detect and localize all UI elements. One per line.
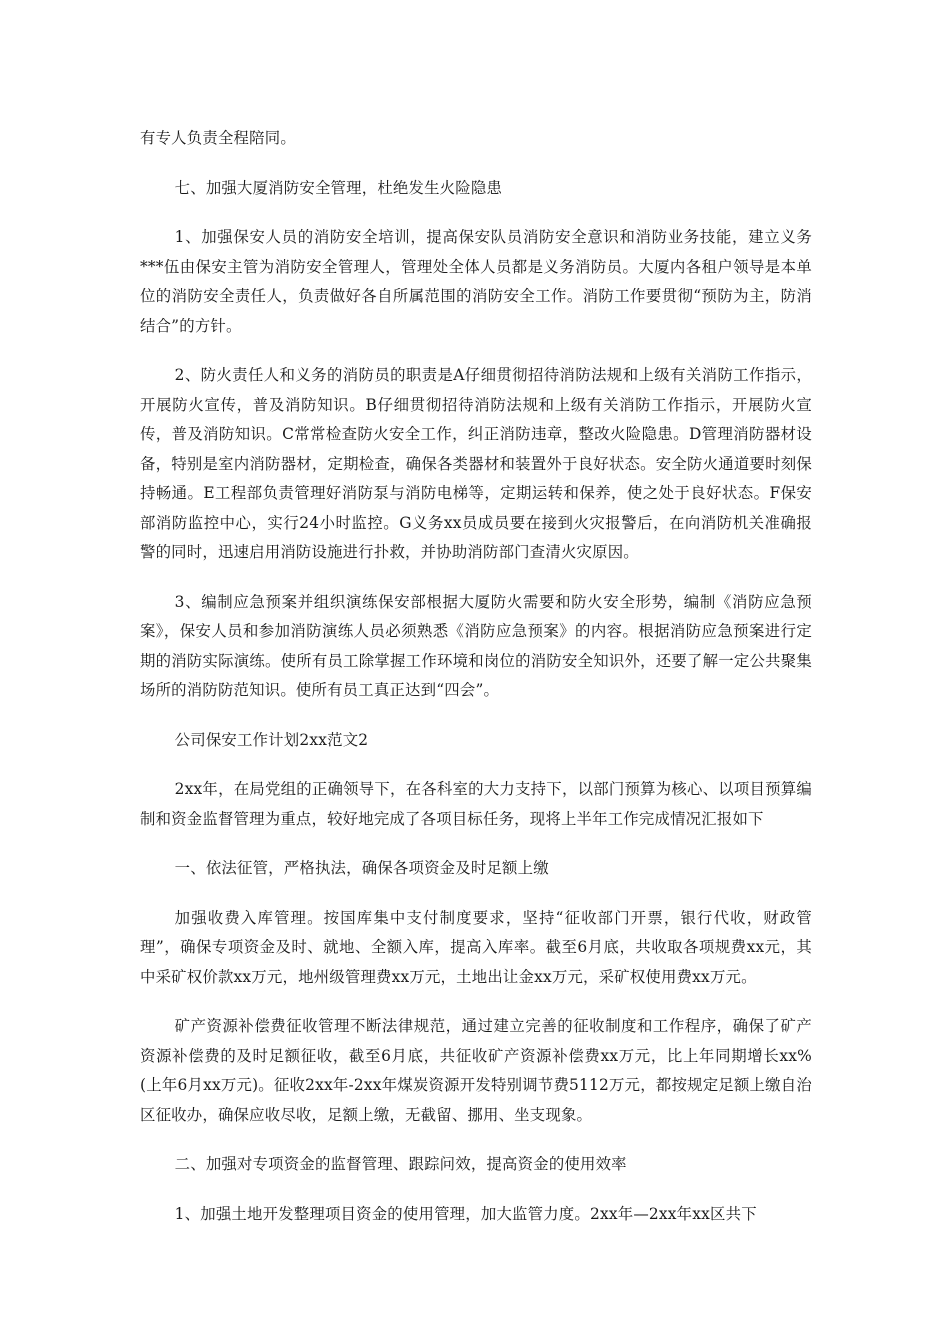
paragraph-fee-management: 加强收费入库管理。按国库集中支付制度要求，坚持“征收部门开票，银行代收，财政管理”，确保专项资金及时、就地、全额入库，提高入库率。截至6月底，共收取各项规费xx元，其中采矿权价款xx万元，地州级管理费xx万元，土地出让金xx万元，采矿权使用费xx万元。 [140, 908, 812, 986]
document-subtitle: 公司保安工作计划2xx范文2 [174, 730, 369, 749]
paragraph-emergency-plan: 3、编制应急预案并组织演练保安部根据大厦防火需要和防火安全形势，编制《消防应急预案》，保安人员和参加消防演练人员必须熟悉《消防应急预案》的内容。根据消防应急预案进行定期的消防实际演练。使所有员工除掌握工作环境和岗位的消防安全知识外，还要了解一定公共聚集场所的消防防范知识。使所有员工真正达到“四会”。 [140, 592, 812, 699]
paragraph-mineral-compensation: 矿产资源补偿费征收管理不断法律规范，通过建立完善的征收制度和工作程序，确保了矿产资源补偿费的及时足额征收，截至6月底，共征收矿产资源补偿费xx万元，比上年同期增长xx%(上年6月xx万元)。征收2xx年-2xx年煤炭资源开发特别调节费5112万元，都按规定足额上缴自治区征收办，确保应收尽收，足额上缴，无截留、挪用、坐支现象。 [140, 1017, 812, 1124]
section-heading-supervision: 二、加强对专项资金的监督管理、跟踪问效，提高资金的使用效率 [174, 1155, 627, 1173]
section-heading-collection: 一、依法征管，严格执法，确保各项资金及时足额上缴 [174, 859, 549, 877]
section-heading-fire-safety: 七、加强大厦消防安全管理，杜绝发生火险隐患 [174, 178, 503, 197]
document-body [140, 124, 812, 1249]
paragraph-intro: 2xx年，在局党组的正确领导下，在各科室的大力支持下，以部门预算为核心、以项目预算编制和资金监督管理为重点，较好地完成了各项目标任务，现将上半年工作完成情况汇报如下 [140, 780, 812, 828]
paragraph-fire-duties: 2、防火责任人和义务的消防员的职责是A仔细贯彻招待消防法规和上级有关消防工作指示，开展防火宣传，普及消防知识。B仔细贯彻招待消防法规和上级有关消防工作指示，开展防火宣传，普及消防知识。C常常检查防火安全工作，纠正消防违章，整改火险隐患。D管理消防器材设备，特别是室内消防器材，定期检查，确保各类器材和装置外于良好状态。安全防火通道要时刻保持畅通。E工程部负责管理好消防泵与消防电梯等，定期运转和保养，使之处于良好状态。F保安部消防监控中心，实行24小时监控。G义务xx员成员要在接到火灾报警后，在向消防机关准确报警的同时，迅速启用消防设施进行扑救，并协助消防部门查清火灾原因。 [140, 366, 812, 561]
paragraph-land-development: 1、加强土地开发整理项目资金的使用管理，加大监管力度。2xx年—2xx年xx区共下 [174, 1204, 757, 1223]
paragraph-continuation: 有专人负责全程陪同。 [140, 129, 296, 147]
paragraph-fire-training: 1、加强保安人员的消防安全培训，提高保安队员消防安全意识和消防业务技能，建立义务***伍由保安主管为消防安全管理人，管理处全体人员都是义务消防员。大厦内各租户领导是本单位的消防安全责任人，负责做好各自所属范围的消防安全工作。消防工作要贯彻“预防为主，防消结合”的方针。 [140, 228, 812, 335]
